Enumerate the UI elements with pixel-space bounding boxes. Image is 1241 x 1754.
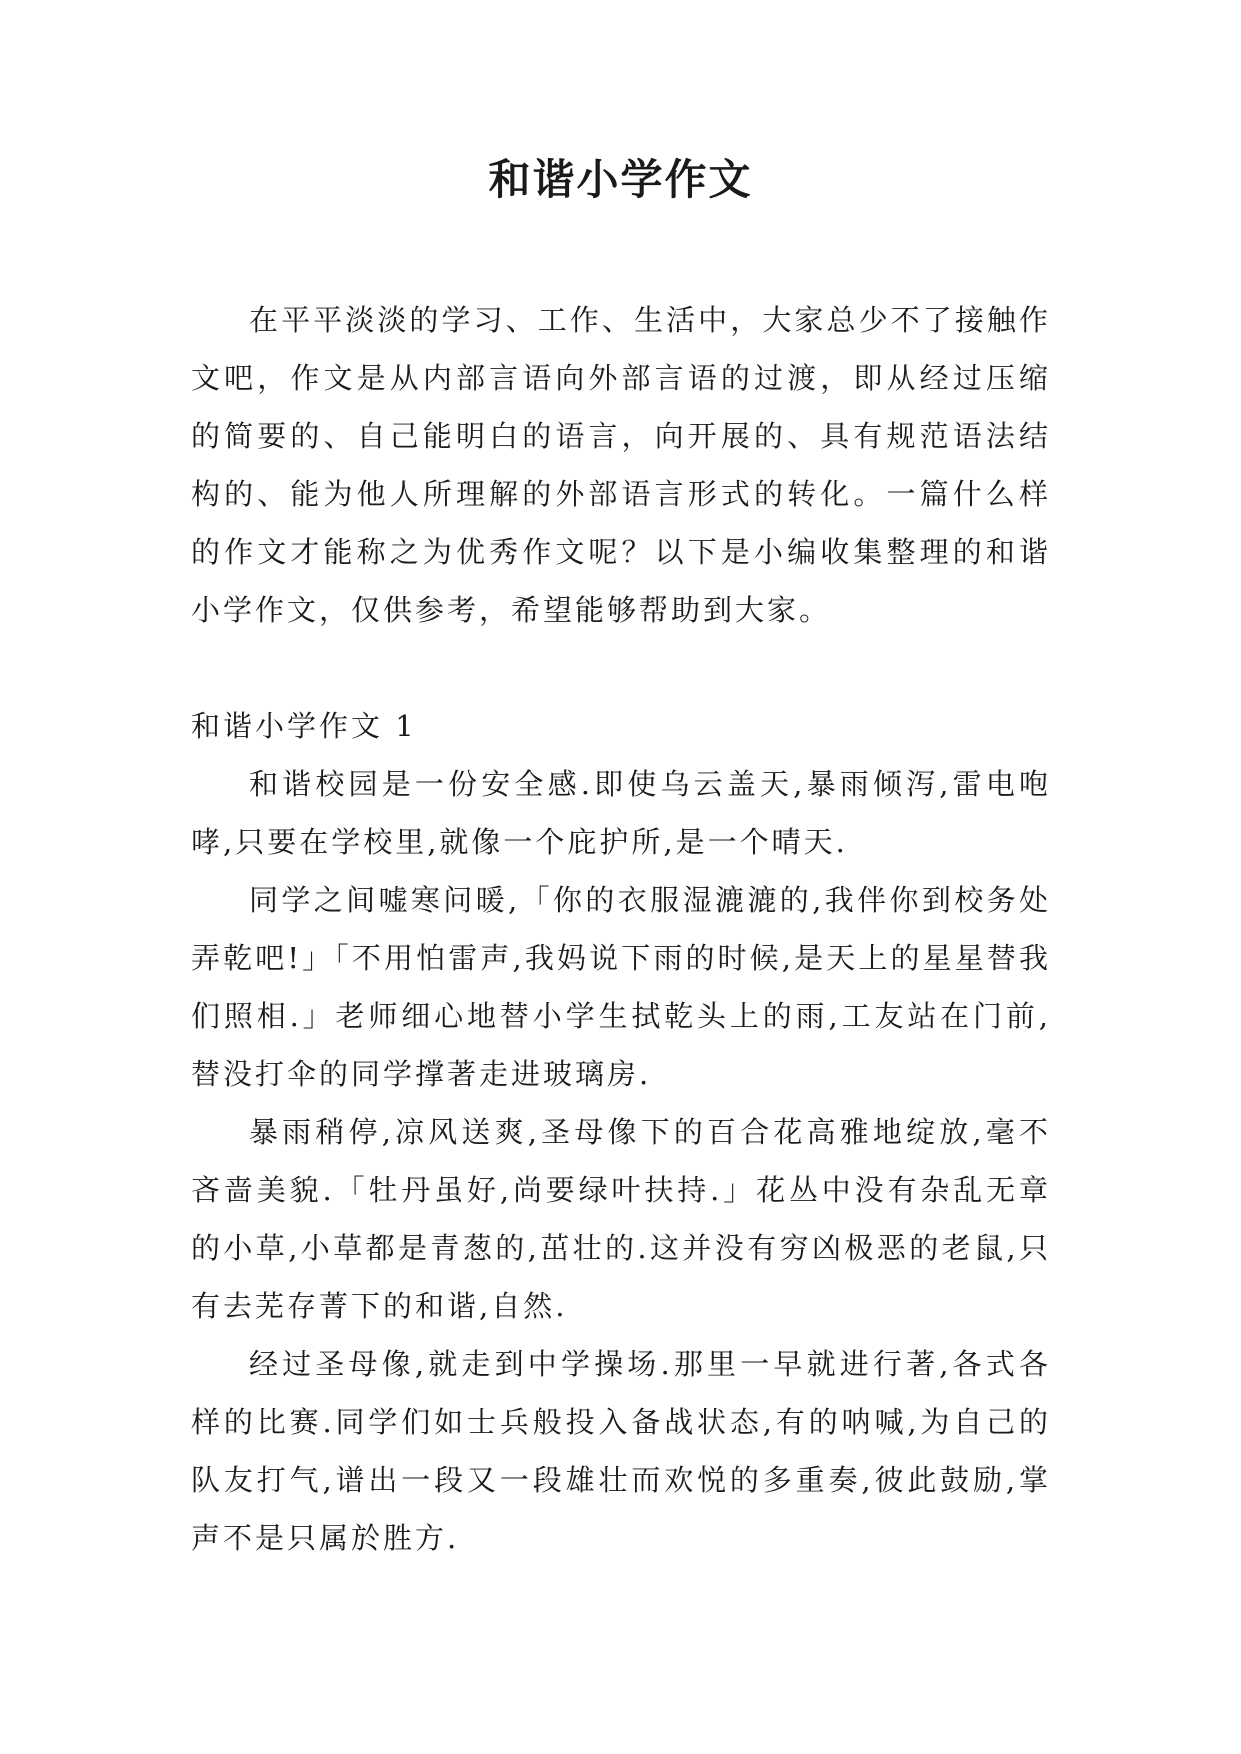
intro-paragraph: 在平平淡淡的学习、工作、生活中，大家总少不了接触作文吧，作文是从内部言语向外部言语的过渡，即从经过压缩的简要的、自己能明白的语言，向开展的、具有规范语法结构的、能为他人所理解的外部语言形式的转化。一篇什么样的作文才能称之为优秀作文呢？以下是小编收集整理的和谐小学作文，仅供参考，希望能够帮助到大家。 (191, 303, 1051, 627)
body-paragraph: 经过圣母像,就走到中学操场.那里一早就进行著,各式各样的比赛.同学们如士兵般投入备战状态,有的呐喊,为自己的队友打气,谱出一段又一段雄壮而欢悦的多重奏,彼此鼓励,掌声不是只属於胜方. (191, 1347, 1051, 1555)
body-paragraph: 暴雨稍停,凉风送爽,圣母像下的百合花高雅地绽放,毫不吝啬美貌.「牡丹虽好,尚要绿叶扶持.」花丛中没有杂乱无章的小草,小草都是青葱的,茁壮的.这并没有穷凶极恶的老鼠,只有去芜存菁下的和谐,自然. (191, 1115, 1051, 1323)
document-title: 和谐小学作文 (488, 155, 753, 204)
body-paragraph: 和谐校园是一份安全感.即使乌云盖天,暴雨倾泻,雷电咆哮,只要在学校里,就像一个庇护所,是一个晴天. (191, 767, 1051, 859)
section-heading: 和谐小学作文 1 (191, 709, 417, 743)
document-body (191, 291, 1051, 1567)
body-paragraph: 同学之间嘘寒问暖,「你的衣服湿漉漉的,我伴你到校务处弄乾吧!」「不用怕雷声,我妈说下雨的时候,是天上的星星替我们照相.」老师细心地替小学生拭乾头上的雨,工友站在门前,替没打伞的同学撑著走进玻璃房. (191, 883, 1051, 1091)
